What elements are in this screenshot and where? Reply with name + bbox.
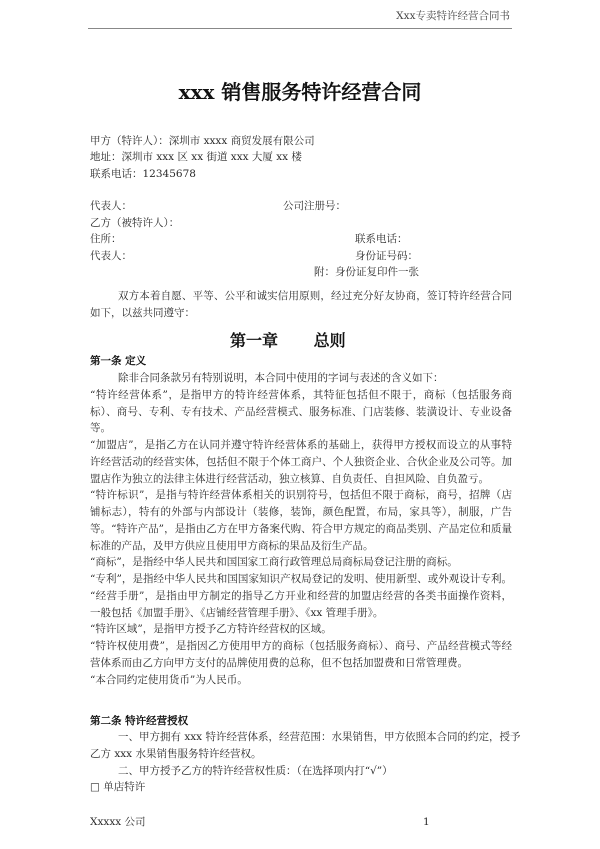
definition-line: 除非合同条款另有特别说明，本合同中使用的字词与表述的含义如下： [118, 372, 444, 384]
chapter-heading: 第一章 总则 [230, 331, 346, 350]
document-title: xxx 销售服务特许经营合同 [178, 80, 422, 104]
rep-b-label: 代表人： [90, 250, 132, 262]
definition-line: 等。 [90, 422, 111, 435]
id-no-label: 身份证号码： [355, 250, 418, 262]
definition-line: 许经营活动的经营实体，包括但不限于个体工商户、个人独资企业、合伙企业及公司等。加 [90, 455, 512, 468]
phone-b-label: 联系电话： [355, 233, 408, 245]
article-heading: 第二条 特许经营授权 [90, 715, 189, 727]
rep-a-label: 代表人： [90, 200, 132, 212]
party-a-name: 甲方（特许人）：深圳市 xxxx 商贸发展有限公司 [90, 135, 315, 147]
preamble-line: 如下，以兹共同遵守： [90, 307, 195, 319]
definition-line: 盟店作为独立的法律主体进行经营活动，独立核算、自负责任、自担风险、自负盈亏。 [90, 472, 489, 485]
article-heading: 第一条 定义 [90, 355, 147, 367]
definition-line: “本合同约定使用货币”为人民币。 [90, 673, 248, 686]
attachment-note: 附：身份证复印件一张 [314, 266, 419, 278]
party-a-phone: 联系电话：12345678 [90, 168, 196, 180]
definition-line: 营体系而由乙方向甲方支付的品牌使用费的总称，但不包括加盟费和日常管理费。 [90, 656, 468, 669]
definition-line: 一般包括《加盟手册》、《店铺经营管理手册》、《xx 管理手册》。 [90, 606, 384, 619]
party-a-address: 地址：深圳市 xxx 区 xx 街道 xxx 大厦 xx 楼 [90, 151, 302, 163]
definition-line: “商标”，是指经中华人民共和国国家工商行政管理总局商标局登记注册的商标。 [90, 556, 458, 569]
grant-line: 乙方 xxx 水果销售服务特许经营权。 [90, 747, 262, 760]
definition-line: 等。“特许产品”，是指由乙方在甲方备案代购、符合甲方规定的商品类别、产品定位和质量 [90, 522, 512, 535]
grant-line: 二、甲方授予乙方的特许经营权性质：（在选择项内打“√”） [118, 764, 393, 777]
reg-no-label: 公司注册号： [283, 200, 346, 212]
page-number: 1 [423, 816, 430, 828]
party-b-label: 乙方（被特许人）： [90, 217, 180, 229]
definition-line: “特许权使用费”，是指因乙方使用甲方的商标（包括服务商标）、商号、产品经营模式等经 [90, 640, 512, 652]
preamble-line: 双方本着自愿、平等、公平和诚实信用原则，经过充分好友协商，签订特许经营合同 [118, 290, 512, 302]
definition-line: “加盟店”，是指乙方在认同并遵守特许经营体系的基础上，获得甲方授权而设立的从事特 [90, 439, 512, 451]
definition-line: “特许经营体系”，是指甲方的特许经营体系，其特征包括但不限于，商标（包括服务商 [90, 388, 512, 401]
definition-line: “特许区域”，是指甲方授予乙方特许经营权的区域。 [90, 623, 332, 636]
grant-line: □ 单店特许 [90, 781, 146, 794]
definition-line: “专利”，是指经中华人民共和国国家知识产权局登记的发明、使用新型、或外观设计专利。 [90, 573, 512, 585]
header-divider [88, 28, 512, 29]
grant-line: 一、甲方拥有 xxx 特许经营体系，经营范围：水果销售，甲方依照本合同的约定，授予 [118, 731, 521, 743]
residence-label: 住所： [90, 233, 122, 245]
definition-line: “特许标识”，是指与特许经营体系相关的识别符号，包括但不限于商标，商号，招牌（店 [90, 489, 512, 502]
footer-company: Xxxxx 公司 [90, 816, 146, 828]
running-header: Xxx专卖特许经营合同书 [396, 10, 510, 22]
definition-line: 标）、商号、专利、专有技术、产品经营模式、服务标准、门店装修、装潢设计、专业设备 [90, 405, 512, 418]
definition-line: “经营手册”，是指由甲方制定的指导乙方开业和经营的加盟店经营的各类书面操作资料， [90, 589, 512, 602]
definition-line: 标准的产品，及甲方供应且使用甲方商标的果品及衍生产品。 [90, 539, 374, 552]
definition-line: 铺标志），特有的外部与内部设计（装修，装饰，颜色配置，布局，家具等），制服，广告 [90, 506, 512, 518]
